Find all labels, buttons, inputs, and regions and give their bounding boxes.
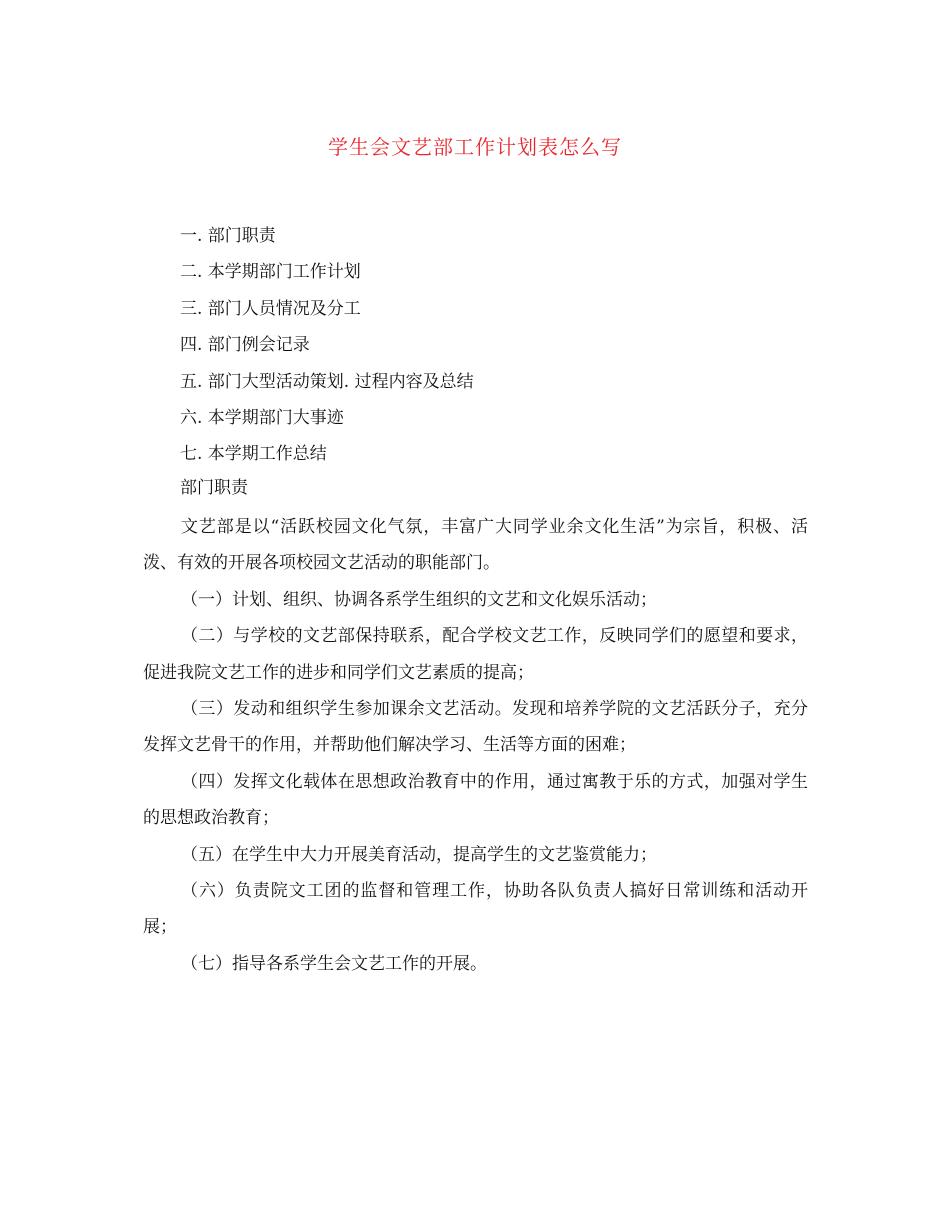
paragraph: （二）与学校的文艺部保持联系，配合学校文艺工作，反映同学们的愿望和要求，促进我院文艺工作的进步和同学们文艺素质的提高； [143,626,808,683]
toc-item: 六. 本学期部门大事迹 [180,408,344,429]
toc-item: 一. 部门职责 [180,226,276,246]
paragraph: （六）负责院文工团的监督和管理工作，协助各队负责人搞好日常训练和活动开展； [143,881,808,938]
paragraph: （三）发动和组织学生参加课余文艺活动。发现和培养学院的文艺活跃分子，充分发挥文艺骨干的作用，并帮助他们解决学习、生活等方面的困难； [143,699,808,756]
document-title: 学生会文艺部工作计划表怎么写 [328,135,622,159]
paragraph: （一）计划、组织、协调各系学生组织的文艺和文化娱乐活动； [181,589,657,610]
paragraph: 文艺部是以“活跃校园文化气氛，丰富广大同学业余文化生活”为宗旨，积极、活泼、有效的开展各项校园文艺活动的职能部门。 [143,517,808,574]
paragraph: （七）指导各系学生会文艺工作的开展。 [181,953,487,974]
toc-item: 五. 部门大型活动策划. 过程内容及总结 [180,371,474,392]
section-heading: 部门职责 [180,478,248,498]
paragraph: （四）发挥文化载体在思想政治教育中的作用，通过寓教于乐的方式，加强对学生的思想政治教育； [143,771,808,829]
toc-item: 三. 部门人员情况及分工 [180,298,361,319]
toc-item: 七. 本学期工作总结 [180,444,327,465]
paragraph: （五）在学生中大力开展美育活动，提高学生的文艺鉴赏能力； [181,844,657,865]
body-text [143,509,808,982]
table-of-contents [180,218,474,473]
toc-item: 四. 部门例会记录 [180,335,310,356]
toc-item: 二. 本学期部门工作计划 [180,262,361,283]
